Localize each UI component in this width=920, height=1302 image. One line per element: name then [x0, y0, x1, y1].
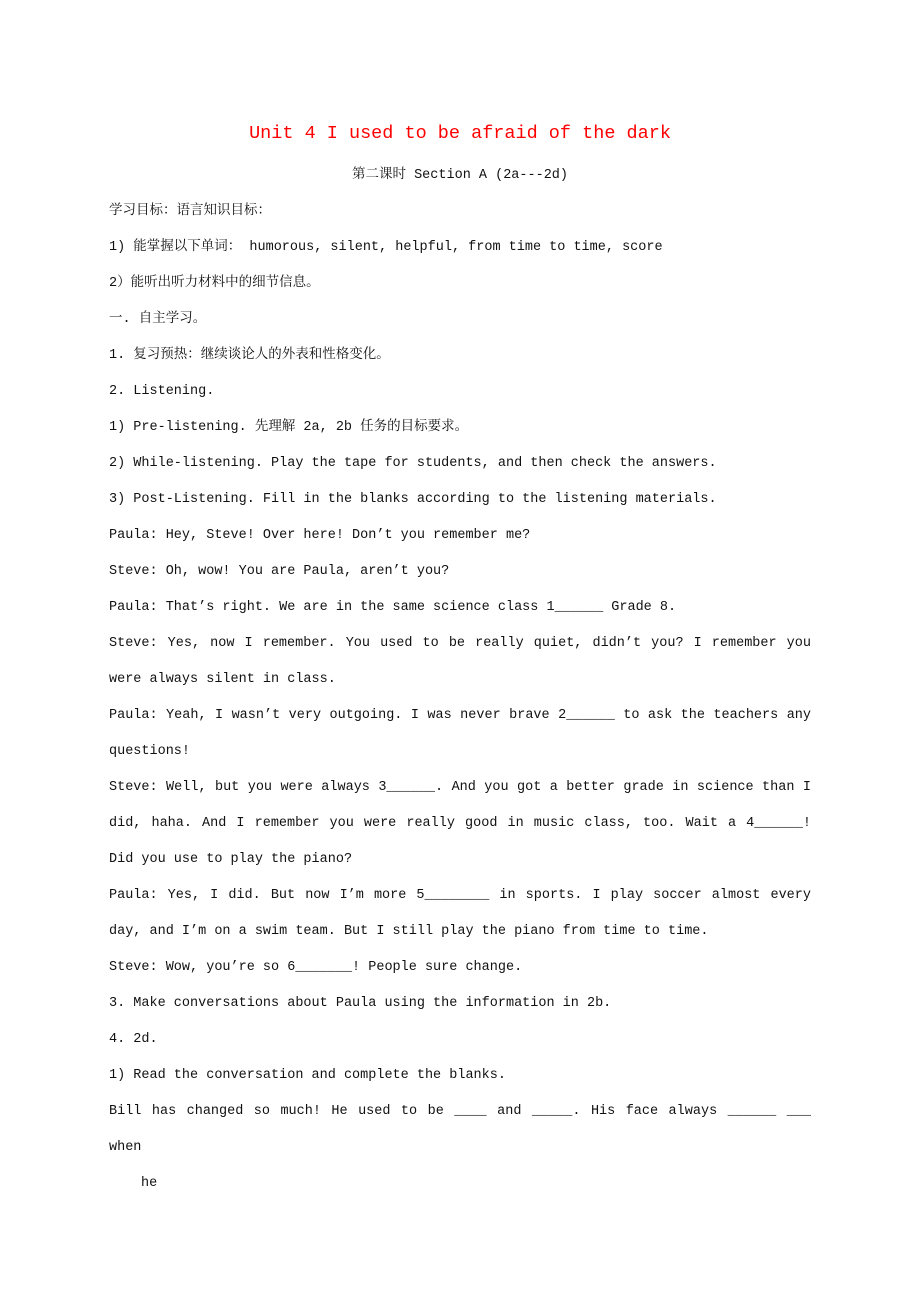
document-title: Unit 4 I used to be afraid of the dark [249, 123, 671, 144]
paragraph: 1) 能掌握以下单词： humorous, silent, helpful, from time to time, score [109, 240, 663, 255]
paragraph: 1) Read the conversation and complete the blanks. [109, 1068, 506, 1083]
paragraph: 1. 复习预热：继续谈论人的外表和性格变化。 [109, 348, 390, 363]
paragraph: 4. 2d. [109, 1032, 158, 1047]
paragraph: 2) While-listening. Play the tape for students, and then check the answers. [109, 456, 717, 471]
paragraph: Bill has changed so much! He used to be ____ and _____. His face always ______ ___ when [109, 1104, 811, 1155]
dialogue-line: Paula: That’s right. We are in the same science class 1______ Grade 8. [109, 600, 677, 615]
paragraph: 学习目标：语言知识目标： [109, 204, 271, 219]
paragraph: 1) Pre-listening. 先理解 2a, 2b 任务的目标要求。 [109, 420, 469, 435]
paragraph: 3) Post-Listening. Fill in the blanks according to the listening materials. [109, 492, 717, 507]
paragraph: 3. Make conversations about Paula using the information in 2b. [109, 996, 612, 1011]
lesson-subtitle: 第二课时 Section A (2a---2d) [351, 168, 569, 183]
paragraph: 2）能听出听力材料中的细节信息。 [109, 276, 320, 291]
paragraph: 一. 自主学习。 [109, 312, 207, 327]
dialogue-line: Paula: Hey, Steve! Over here! Don’t you remember me? [109, 528, 531, 543]
dialogue-line: Steve: Well, but you were always 3______. And you got a better grade in science than I did, haha. And I remember you were really good in music class, too. Wait a 4______! Did you use to play the piano? [109, 780, 811, 867]
dialogue-line: Steve: Wow, you’re so 6_______! People sure change. [109, 960, 523, 975]
paragraph-continuation: he [141, 1176, 158, 1191]
dialogue-line: Steve: Yes, now I remember. You used to be really quiet, didn’t you? I remember you were always silent in class. [109, 636, 811, 687]
document-body [109, 194, 811, 1202]
dialogue-line: Steve: Oh, wow! You are Paula, aren’t you? [109, 564, 450, 579]
dialogue-line: Paula: Yes, I did. But now I’m more 5________ in sports. I play soccer almost every day, and I’m on a swim team. But I still play the piano from time to time. [109, 888, 811, 939]
paragraph: 2. Listening. [109, 384, 215, 399]
dialogue-line: Paula: Yeah, I wasn’t very outgoing. I was never brave 2______ to ask the teachers any questions! [109, 708, 811, 759]
